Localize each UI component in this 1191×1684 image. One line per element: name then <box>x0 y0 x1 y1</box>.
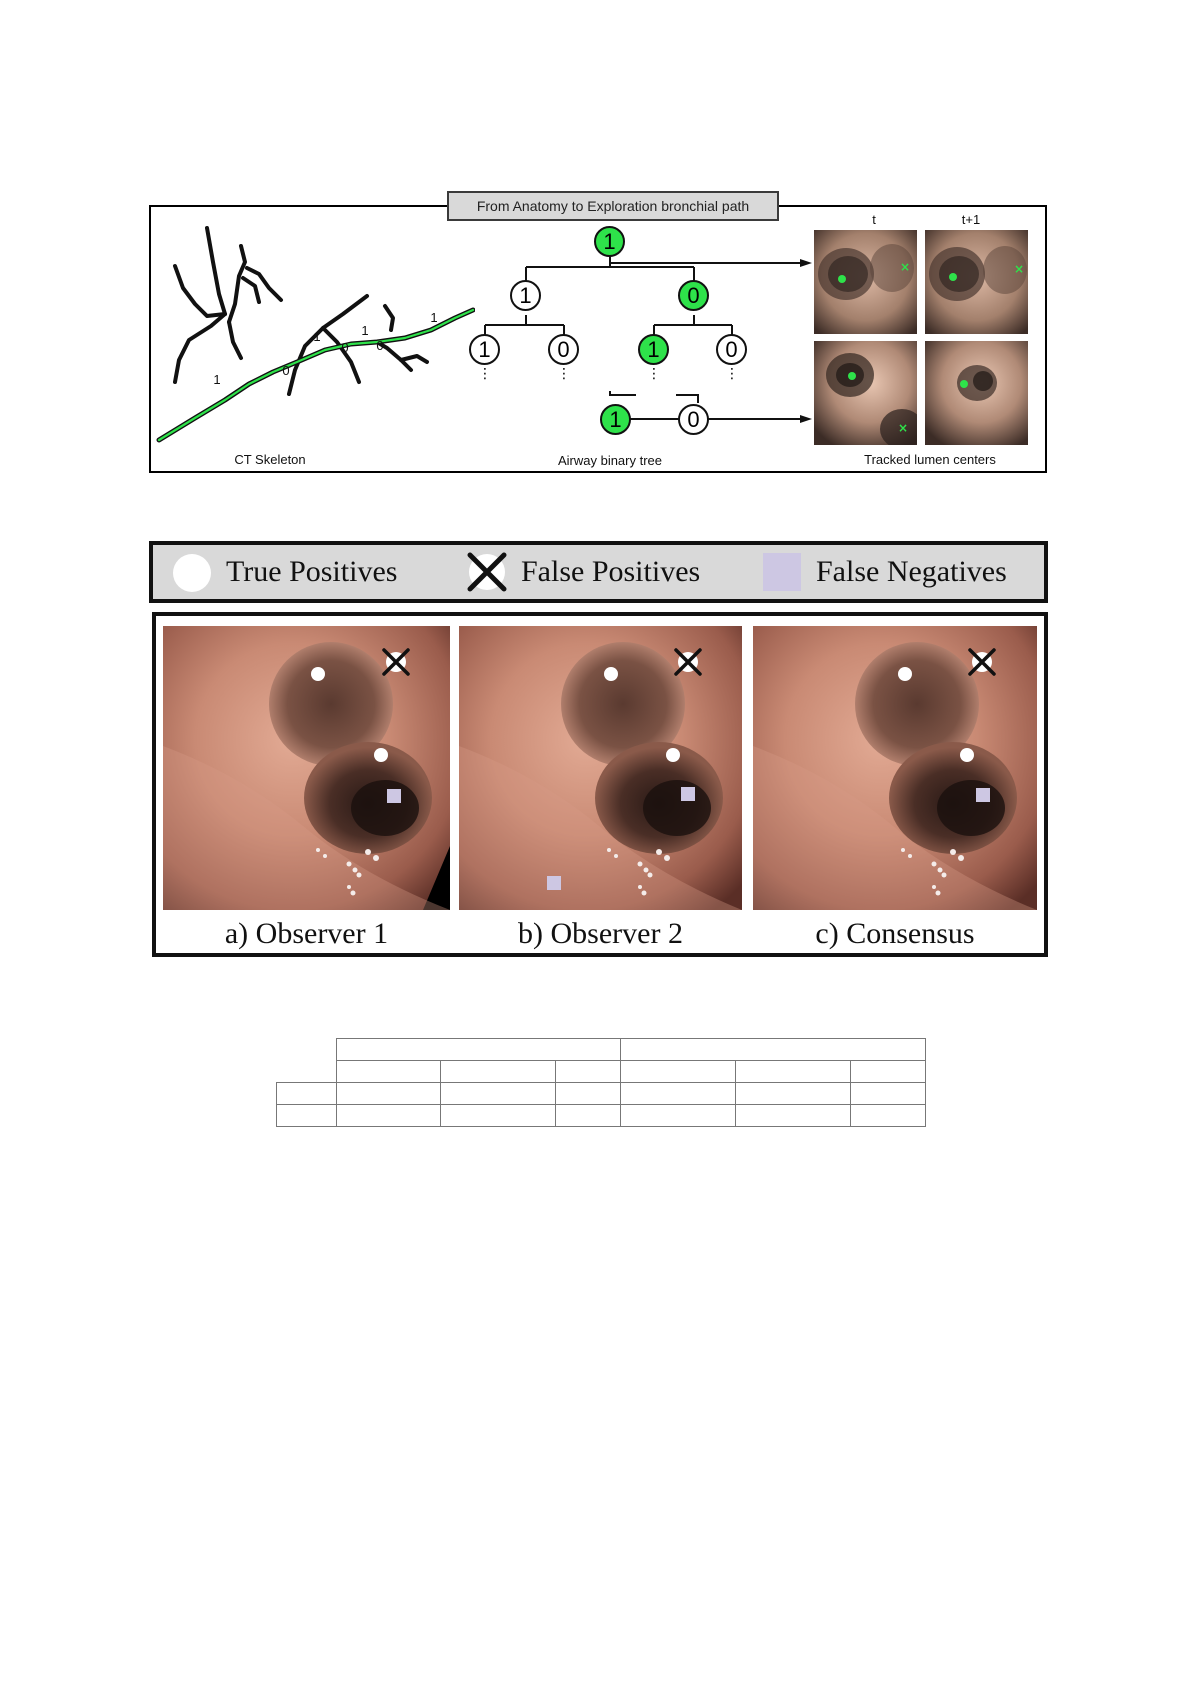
table-row <box>277 1083 926 1105</box>
table-cell <box>337 1083 441 1105</box>
tree-node-active: 0 <box>678 280 709 311</box>
tree-ellipsis: ⋮ <box>647 365 661 381</box>
table-cell <box>556 1061 621 1083</box>
table-cell <box>621 1061 736 1083</box>
ct-branch-label: 1 <box>430 310 438 325</box>
table-cell <box>277 1083 337 1105</box>
table-cell <box>337 1105 441 1127</box>
tree-node: 1 <box>510 280 541 311</box>
ct-branch-label: 1 <box>213 372 221 387</box>
table-cell <box>736 1083 851 1105</box>
legend-true-positives: True Positives <box>226 555 398 588</box>
table-header-row <box>277 1039 926 1061</box>
ct-skeleton-caption: CT Skeleton <box>234 452 306 467</box>
false-positive-icon <box>466 551 508 593</box>
ct-branch-label: 0 <box>341 340 349 355</box>
legend-false-negatives: False Negatives <box>816 555 1007 588</box>
table-row <box>277 1105 926 1127</box>
svg-text:×: × <box>899 260 911 274</box>
ct-branch-label: 0 <box>282 363 290 378</box>
tree-node-active: 1 <box>638 334 669 365</box>
ct-branch-label: 1 <box>313 329 321 344</box>
time-label-t: t <box>872 212 876 227</box>
table-cell <box>851 1105 926 1127</box>
caption-consensus: c) Consensus <box>815 917 975 950</box>
tracked-frame-t-bottom <box>814 341 917 445</box>
tree-ellipsis: ⋮ <box>725 365 739 381</box>
table-group-header <box>621 1039 926 1061</box>
false-negative-marker <box>763 553 801 591</box>
bronchoscopy-image-consensus <box>753 626 1037 910</box>
table-cell <box>736 1105 851 1127</box>
tree-node-path-active: 1 <box>600 404 631 435</box>
table-group-header <box>337 1039 621 1061</box>
table-cell <box>277 1039 337 1061</box>
caption-observer-2: b) Observer 2 <box>518 917 683 950</box>
tree-node-root: 1 <box>594 226 625 257</box>
table-subheader-row <box>277 1061 926 1083</box>
table-cell <box>337 1061 441 1083</box>
table-cell <box>277 1061 337 1083</box>
tree-ellipsis: ⋮ <box>557 365 571 381</box>
table-cell <box>441 1105 556 1127</box>
legend-false-positives: False Positives <box>521 555 701 588</box>
true-positive-marker <box>173 554 211 592</box>
bronchoscopy-image-observer-1 <box>163 626 450 910</box>
table-cell <box>621 1083 736 1105</box>
airway-tree-caption: Airway binary tree <box>557 453 663 468</box>
table-cell <box>441 1061 556 1083</box>
results-table <box>276 1038 926 1127</box>
tracked-frame-t-top <box>814 230 917 334</box>
table-cell <box>441 1083 556 1105</box>
ct-branch-label: 1 <box>361 323 369 338</box>
svg-text:×: × <box>1013 262 1025 276</box>
tree-ellipsis: ⋮ <box>478 365 492 381</box>
time-label-t-plus-1: t+1 <box>961 212 981 227</box>
table-cell <box>556 1105 621 1127</box>
tracked-lumen-caption: Tracked lumen centers <box>864 452 996 467</box>
tracked-frame-t1-top <box>925 230 1028 334</box>
table-cell <box>621 1105 736 1127</box>
tree-node: 0 <box>548 334 579 365</box>
table-cell <box>556 1083 621 1105</box>
table-cell <box>277 1105 337 1127</box>
tree-node: 1 <box>469 334 500 365</box>
tree-node-path: 0 <box>678 404 709 435</box>
table-cell <box>851 1083 926 1105</box>
ct-branch-label: 0 <box>376 338 384 353</box>
figure-1-title: From Anatomy to Exploration bronchial path <box>447 191 779 221</box>
airway-tree-edges <box>460 225 820 435</box>
tree-node: 0 <box>716 334 747 365</box>
bronchoscopy-image-observer-2 <box>459 626 742 910</box>
table-cell <box>736 1061 851 1083</box>
svg-text:×: × <box>897 421 909 435</box>
tracked-frame-t1-bottom <box>925 341 1028 445</box>
table-cell <box>851 1061 926 1083</box>
caption-observer-1: a) Observer 1 <box>224 917 389 950</box>
